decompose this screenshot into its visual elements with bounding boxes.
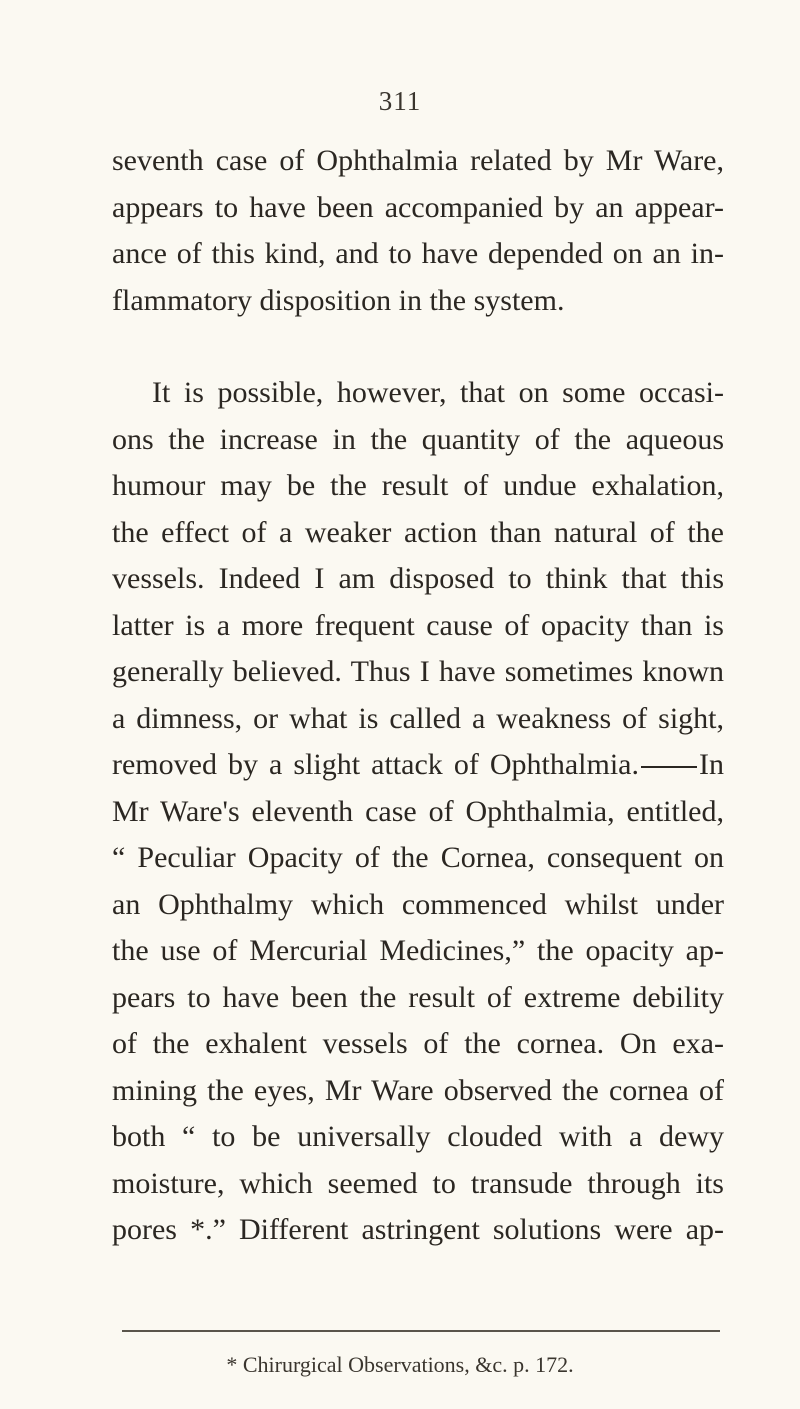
text-line: generally believed. Thus I have sometimes known (112, 655, 724, 688)
text-line: seventh case of Ophthalmia related by Mr Ware, (112, 144, 724, 177)
em-dash-rule (641, 766, 697, 768)
text-line: ons the increase in the quantity of the aqueous (112, 422, 724, 456)
paragraph-gap (112, 324, 724, 370)
text-line: It is possible, however, that on some occasi- (152, 376, 724, 409)
body-text (112, 138, 724, 1254)
text-line: mining the eyes, Mr Ware observed the cornea of (112, 1073, 724, 1107)
text-line: Mr Ware's eleventh case of Ophthalmia, entitled, (112, 794, 724, 828)
text-line-with-dash (112, 742, 724, 789)
text-line: both “ to be universally clouded with a dewy (112, 1120, 724, 1153)
text-line: ance of this kind, and to have depended on an in- (112, 237, 724, 270)
footnote-divider (122, 1330, 720, 1332)
text-line: appears to have been accompanied by an appear- (112, 190, 724, 224)
text-line: moisture, which seemed to transude through its (112, 1166, 724, 1200)
dash-line-before: removed by a slight attack of Ophthalmia. (112, 748, 639, 781)
text-line: of the exhalent vessels of the cornea. On exa- (112, 1027, 724, 1060)
text-line: humour may be the result of undue exhalation, (112, 469, 724, 502)
text-line: pears to have been the result of extreme debility (112, 980, 724, 1014)
text-line: a dimness, or what is called a weakness of sight, (112, 701, 724, 735)
text-line: flammatory disposition in the system. (112, 283, 565, 317)
dash-line-after: In (699, 748, 724, 781)
footnote: * Chirurgical Observations, &c. p. 172. (226, 1352, 574, 1377)
page-number: 311 (378, 86, 422, 116)
text-line: the use of Mercurial Medicines,” the opacity ap- (112, 934, 724, 967)
text-line: vessels. Indeed I am disposed to think that this (112, 562, 724, 595)
text-line: latter is a more frequent cause of opacity than is (112, 608, 724, 642)
text-line: an Ophthalmy which commenced whilst under (112, 887, 724, 921)
text-line: “ Peculiar Opacity of the Cornea, consequent on (112, 841, 724, 874)
text-line: pores *.” Different astringent solutions were ap- (112, 1213, 724, 1246)
text-line: the effect of a weaker action than natural of the (112, 515, 724, 549)
